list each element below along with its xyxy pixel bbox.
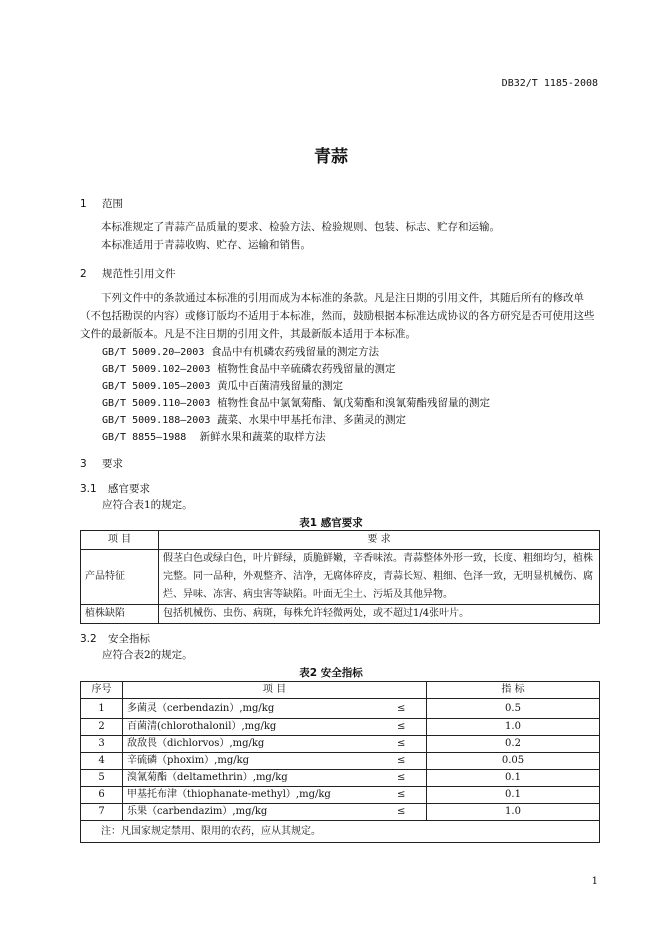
row-number: 5 bbox=[81, 770, 123, 787]
table-header-row bbox=[81, 682, 600, 699]
table-note: 注：凡国家规定禁用、限用的农药，应从其规定。 bbox=[81, 821, 600, 843]
sensory-requirements-table bbox=[80, 530, 600, 624]
reference-item: GB/T 5009.102—2003 植物性食品中辛硫磷农药残留量的测定 bbox=[102, 363, 396, 375]
header-cell: 项 目 bbox=[81, 531, 159, 550]
table-row bbox=[81, 770, 600, 787]
table-row bbox=[81, 550, 600, 605]
table-row bbox=[81, 719, 600, 736]
reference-item: GB/T 5009.20—2003 食品中有机磷农药残留量的测定方法 bbox=[102, 346, 380, 358]
operator-cell: ≤ bbox=[377, 753, 427, 770]
item-cell: 辛硫磷（phoxim）,mg/kg bbox=[123, 753, 377, 770]
table-row bbox=[81, 753, 600, 770]
row-number: 7 bbox=[81, 804, 123, 821]
header-cell: 指 标 bbox=[427, 682, 600, 699]
operator-cell: ≤ bbox=[377, 804, 427, 821]
item-cell: 植株缺陷 bbox=[81, 605, 159, 624]
section-3-heading: 3 要求 bbox=[80, 458, 123, 470]
table-header-row bbox=[81, 531, 600, 550]
row-number: 3 bbox=[81, 736, 123, 753]
page-number: 1 bbox=[591, 876, 598, 887]
item-cell: 多菌灵（cerbendazin）,mg/kg bbox=[123, 699, 377, 719]
table-row bbox=[81, 736, 600, 753]
reference-item: GB/T 5009.188—2003 蔬菜、水果中甲基托布津、多菌灵的测定 bbox=[102, 414, 407, 426]
value-cell: 0.5 bbox=[427, 699, 600, 719]
reference-item: GB/T 8855—1988 新鲜水果和蔬菜的取样方法 bbox=[102, 431, 326, 443]
table-row bbox=[81, 605, 600, 624]
value-cell: 0.2 bbox=[427, 736, 600, 753]
header-cell: 项 目 bbox=[123, 682, 427, 699]
section-2-paragraph: 下列文件中的条款通过本标准的引用而成为本标准的条款。凡是注日期的引用文件，其随后所有的修改单（不包括勘误的内容）或修订版均不适用于本标准，然而，鼓励根据本标准达成协议的各方研究是否可使用这些文件的最新版本。凡是不注日期的引用文件，其最新版本适用于本标准。 bbox=[80, 292, 595, 340]
section-3-1-heading: 3.1 感官要求 bbox=[80, 483, 150, 495]
section-3-2-paragraph: 应符合表2的规定。 bbox=[102, 649, 193, 661]
section-1-paragraph-2: 本标准适用于青蒜收购、贮存、运输和销售。 bbox=[101, 239, 311, 251]
row-number: 1 bbox=[81, 699, 123, 719]
table-2-caption: 表2 安全指标 bbox=[299, 667, 363, 679]
safety-indicators-table bbox=[80, 681, 600, 843]
value-cell: 0.1 bbox=[427, 787, 600, 804]
section-3-2-heading: 3.2 安全指标 bbox=[80, 633, 150, 645]
item-cell: 产品特征 bbox=[81, 550, 159, 605]
section-1-heading: 1 范围 bbox=[80, 198, 123, 210]
section-1-paragraph-1: 本标准规定了青蒜产品质量的要求、检验方法、检验规则、包装、标志、贮存和运输。 bbox=[101, 221, 500, 233]
value-cell: 1.0 bbox=[427, 804, 600, 821]
requirement-cell: 包括机械伤、虫伤、病斑，每株允许轻微两处，或不超过1/4张叶片。 bbox=[159, 605, 600, 624]
page-title: 青蒜 bbox=[314, 147, 348, 167]
value-cell: 1.0 bbox=[427, 719, 600, 736]
reference-item: GB/T 5009.105—2003 黄瓜中百菌清残留量的测定 bbox=[102, 380, 344, 392]
section-3-1-paragraph: 应符合表1的规定。 bbox=[102, 499, 193, 511]
item-cell: 百菌清(chlorothalonil）,mg/kg bbox=[123, 719, 377, 736]
header-cell: 序号 bbox=[81, 682, 123, 699]
operator-cell: ≤ bbox=[377, 719, 427, 736]
operator-cell: ≤ bbox=[377, 736, 427, 753]
table-1-caption: 表1 感官要求 bbox=[299, 517, 363, 529]
value-cell: 0.1 bbox=[427, 770, 600, 787]
table-row bbox=[81, 787, 600, 804]
item-cell: 敌敌畏（dichlorvos）,mg/kg bbox=[123, 736, 377, 753]
row-number: 2 bbox=[81, 719, 123, 736]
row-number: 4 bbox=[81, 753, 123, 770]
table-row bbox=[81, 804, 600, 821]
value-cell: 0.05 bbox=[427, 753, 600, 770]
operator-cell: ≤ bbox=[377, 699, 427, 719]
document-code: DB32/T 1185-2008 bbox=[501, 78, 598, 89]
item-cell: 乐果（carbendazim）,mg/kg bbox=[123, 804, 377, 821]
header-cell: 要 求 bbox=[159, 531, 600, 550]
item-cell: 溴氰菊酯（deltamethrin）,mg/kg bbox=[123, 770, 377, 787]
operator-cell: ≤ bbox=[377, 770, 427, 787]
section-2-heading: 2 规范性引用文件 bbox=[80, 268, 176, 280]
requirement-cell: 假茎白色或绿白色，叶片鲜绿，质脆鲜嫩，辛香味浓。青蒜整体外形一致，长度、粗细均匀，植株完整。同一品种，外观整齐、洁净，无腐体碎皮，青蒜长短、粗细、色泽一致，无明显机械伤、腐烂、异味、冻害、病虫害等缺陷。叶面无尘土、污垢及其他异物。 bbox=[159, 550, 600, 605]
operator-cell: ≤ bbox=[377, 787, 427, 804]
table-note-row bbox=[81, 821, 600, 843]
item-cell: 甲基托布津（thiophanate-methyl）,mg/kg bbox=[123, 787, 377, 804]
row-number: 6 bbox=[81, 787, 123, 804]
reference-item: GB/T 5009.110—2003 植物性食品中氯氰菊酯、氰戊菊酯和溴氰菊酯残留量的测定 bbox=[102, 397, 491, 409]
table-row bbox=[81, 699, 600, 719]
